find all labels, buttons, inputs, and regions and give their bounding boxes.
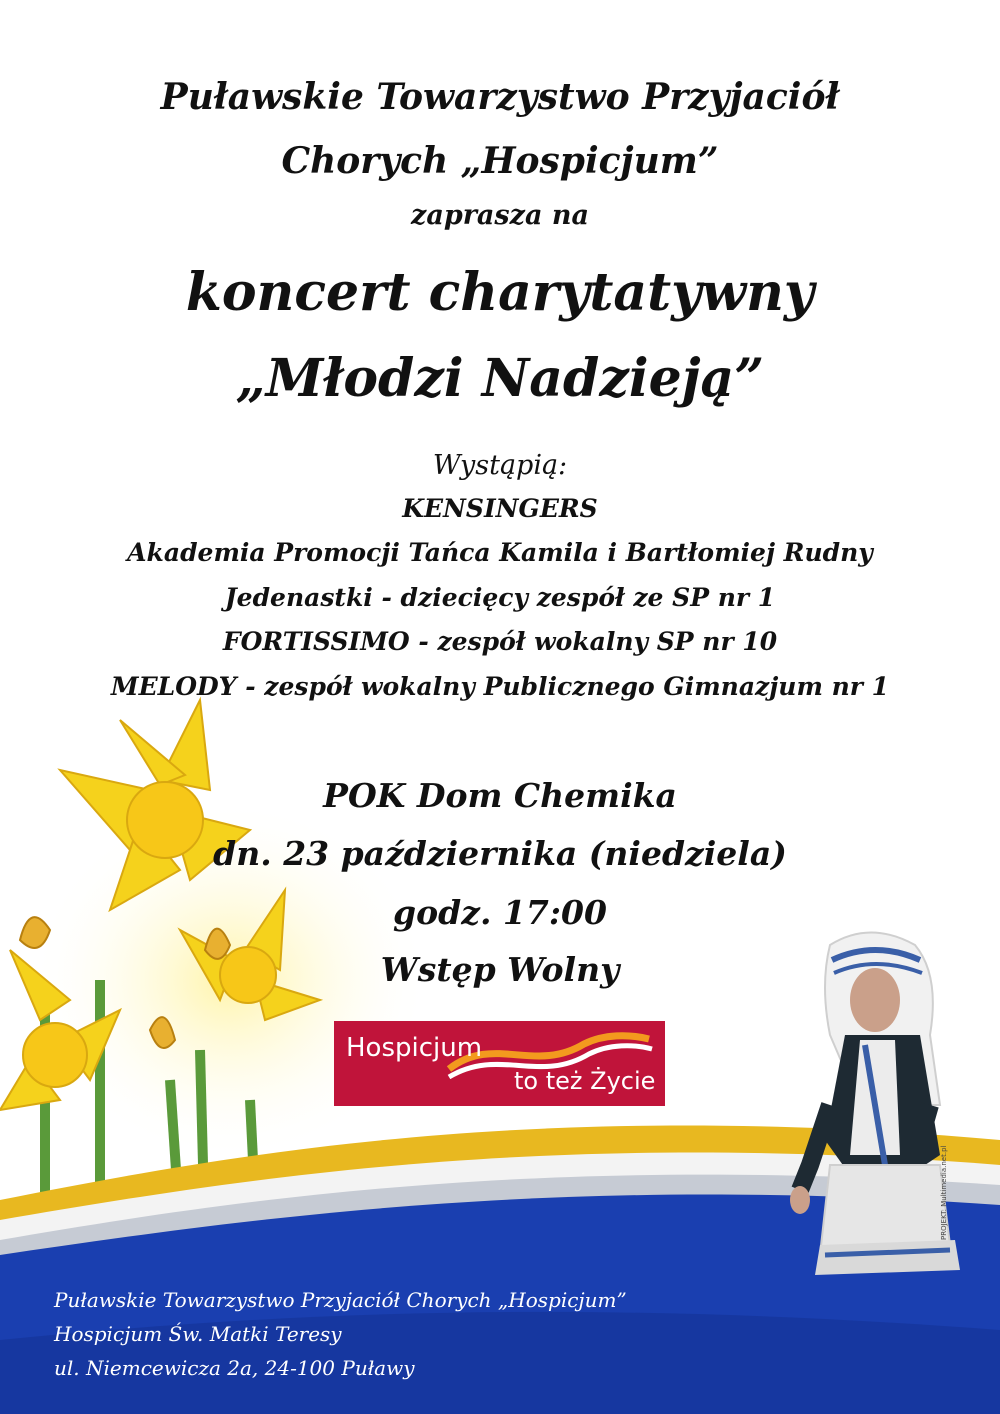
event-time: godz. 17:00 xyxy=(393,893,607,932)
performer-item: Akademia Promocji Tańca Kamila i Bartłomiej Rudny xyxy=(127,538,873,567)
design-credit: PROJEKT: Multimedia.net.pl xyxy=(940,1145,948,1240)
organizer-line-1: Puławskie Towarzystwo Przyjaciół xyxy=(160,76,840,118)
performers-heading: Wystąpią: xyxy=(432,450,568,481)
performer-item: FORTISSIMO - zespół wokalny SP nr 10 xyxy=(222,627,778,656)
performer-item: Jedenastki - dziecięcy zespół ze SP nr 1 xyxy=(224,583,776,612)
footer-line: Puławskie Towarzystwo Przyjaciół Chorych „Hospicjum” xyxy=(54,1288,627,1312)
performer-item: KENSINGERS xyxy=(402,494,598,523)
hospicjum-logo xyxy=(334,1021,665,1106)
footer-line: ul. Niemcewicza 2a, 24-100 Puławy xyxy=(54,1356,415,1380)
event-entry: Wstęp Wolny xyxy=(380,950,620,989)
footer-line: Hospicjum Św. Matki Teresy xyxy=(54,1322,342,1346)
logo-word-1: Hospicjum xyxy=(346,1033,483,1063)
invitation-text: zaprasza na xyxy=(411,200,589,231)
event-date: dn. 23 października (niedziela) xyxy=(213,834,787,873)
event-venue: POK Dom Chemika xyxy=(323,776,677,815)
logo-word-2: to też Życie xyxy=(514,1067,656,1095)
organizer-line-2: Chorych „Hospicjum” xyxy=(281,140,719,182)
concert-name-title: „Młodzi Nadzieją” xyxy=(235,348,765,409)
performer-item: MELODY - zespół wokalny Publicznego Gimnazjum nr 1 xyxy=(110,672,890,701)
concert-type-title: koncert charytatywny xyxy=(185,262,815,323)
